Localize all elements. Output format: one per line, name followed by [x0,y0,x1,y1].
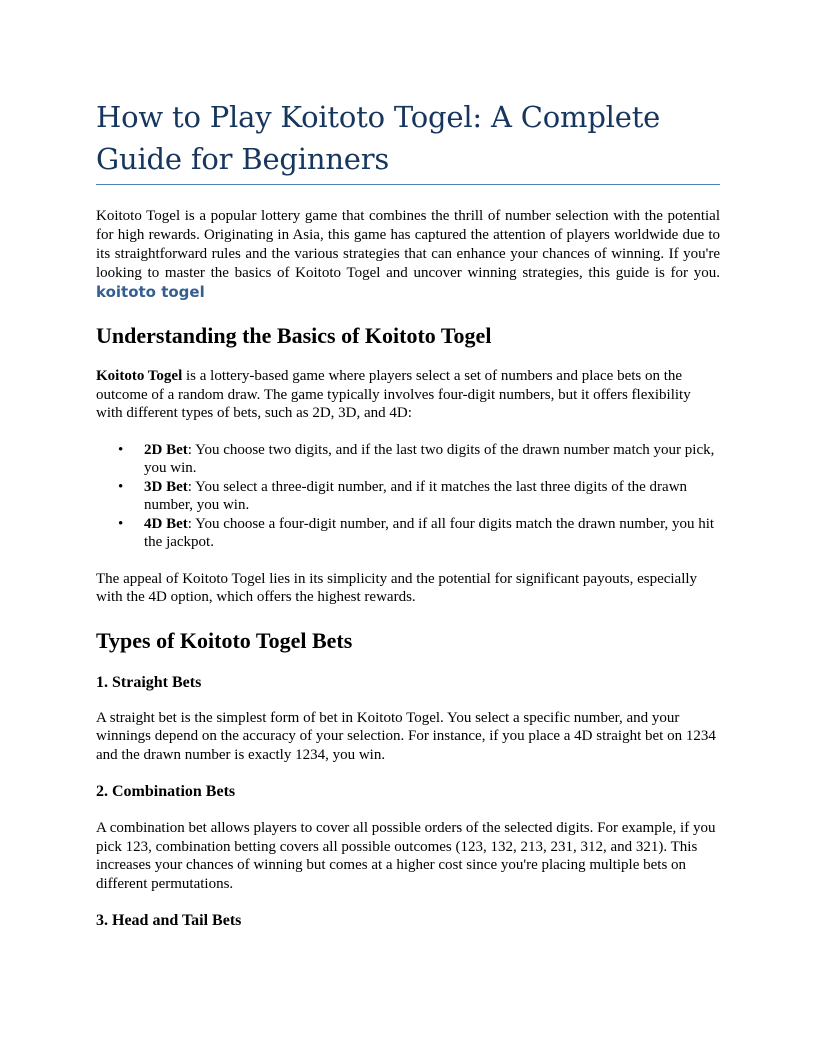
bullet-icon: • [118,515,124,532]
combination-bets-paragraph: A combination bet allows players to cover all possible orders of the selected digits. For example, if you pick 123, combination betting covers all possible outcomes (123, 132, 213, 231, 312, and 321). This increases your chances of winning but comes at a higher cost since you're placing multiple bets on different permutations. [96,820,716,892]
subheading-straight-bets: 1. Straight Bets [96,673,202,691]
list-item-bold: 4D Bet [144,515,188,532]
section-heading-types: Types of Koitoto Togel Bets [96,627,353,653]
list-item-2d [96,441,720,478]
straight-bets-paragraph: A straight bet is the simplest form of bet in Koitoto Togel. You select a specific number, and your winnings depend on the accuracy of your selection. For instance, if you place a 4D straight bet on 1234 and the drawn number is exactly 1234, you win. [96,709,716,763]
list-item-3d [96,478,720,515]
subheading-head-tail-bets: 3. Head and Tail Bets [96,912,242,929]
basics-closing-paragraph: The appeal of Koitoto Togel lies in its simplicity and the potential for significant payouts, especially with the 4D option, which offers the highest rewards. [96,570,698,605]
basics-lead-bold: Koitoto Togel [96,368,183,384]
basics-lead-text: is a lottery-based game where players select a set of numbers and place bets on the outcome of a random draw. The game typically involves four-digit numbers, but it offers flexibility with different types of bets, such as 2D, 3D, and 4D: [96,368,691,421]
intro-paragraph [96,207,720,303]
list-item-text: : You choose a four-digit number, and if all four digits match the drawn number, you hit the jackpot. [144,515,715,550]
list-item-text: : You select a three-digit number, and if it matches the last three digits of the drawn number, you win. [144,478,688,513]
basics-paragraph [96,367,720,423]
list-item-bold: 3D Bet [144,478,188,495]
bullet-icon: • [118,441,124,458]
section-heading-basics: Understanding the Basics of Koitoto Togel [96,323,492,348]
koitoto-togel-link[interactable]: koitoto togel [96,283,205,301]
list-item-text: : You choose two digits, and if the last two digits of the drawn number match your pick, you win. [144,441,715,476]
bullet-icon: • [118,478,124,495]
list-item-4d [96,515,720,552]
subheading-combination-bets: 2. Combination Bets [96,783,236,800]
bet-types-list [96,441,720,552]
page-title: How to Play Koitoto Togel: A Complete Guide for Beginners [96,96,720,185]
list-item-bold: 2D Bet [144,441,188,458]
document-page [96,96,720,931]
intro-text: Koitoto Togel is a popular lottery game that combines the thrill of number selection with the potential for high rewards. Originating in Asia, this game has captured the attention of players worldwide due to its straightforward rules and the various strategies that can enhance your chances of winning. If you're looking to master the basics of Koitoto Togel and uncover winning strategies, this guide is for you. [96,208,720,281]
